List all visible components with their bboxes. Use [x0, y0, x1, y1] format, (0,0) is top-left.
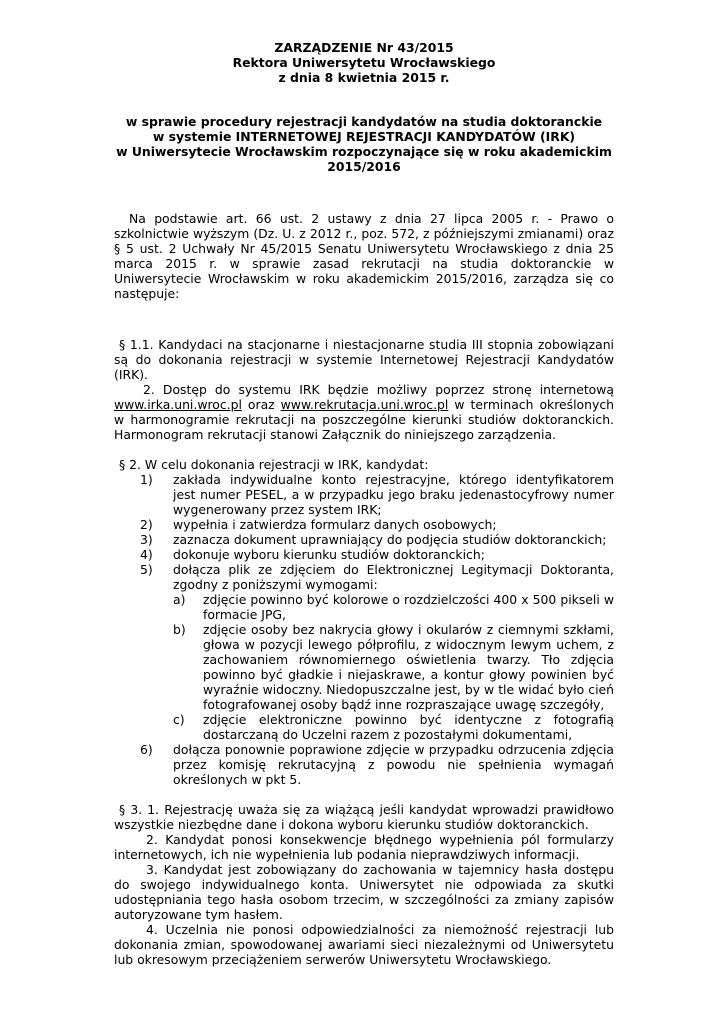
photo-requirements-list — [173, 592, 614, 742]
section-2 — [114, 457, 614, 787]
section-2-lead: § 2. W celu dokonania rejestracji w IRK, kandydat: — [119, 457, 429, 472]
title-line-4: 2015/2016 — [327, 159, 401, 174]
title-line-1: w sprawie procedury rejestracji kandydatów na studia doktoranckie — [125, 114, 603, 129]
list-item-text: dołącza ponownie poprawione zdjęcie w przypadku odrzucenia zdjęcia przez komisję rekrutacyjną z powodu nie spełnienia wymagań określonych w pkt 5. — [173, 742, 614, 787]
list-item-number: 5) — [140, 562, 153, 577]
section-3-paragraph-1: § 3. 1. Rejestrację uważa się za wiążącą jeśli kandydat wprowadzi prawidłowo wszystkie niezbędne dane i dokona wyboru kierunku studiów doktoranckich. — [114, 802, 614, 832]
sub-list-item-letter: c) — [173, 712, 185, 727]
header-date: z dnia 8 kwietnia 2015 r. — [278, 70, 450, 85]
title-line-3: w Uniwersytecie Wrocławskim rozpoczynające się w roku akademickim — [116, 144, 612, 159]
section-1-paragraph-2-text-a: 2. Dostęp do systemu IRK będzie możliwy poprzez stronę internetową — [143, 382, 614, 397]
section-3-paragraph-3: 3. Kandydat jest zobowiązany do zachowania w tajemnicy hasła dostępu do swojego indywidualnego konta. Uniwersytet nie odpowiada za skutki udostępniania tego hasła osobom trzecim, w szczególności za zmiany zapisów autoryzowane tym hasłem. — [114, 862, 614, 922]
section-1-paragraph-2-text-b: oraz — [241, 397, 281, 412]
section-1-paragraph-2-text-c: w terminach określonych w harmonogramie rekrutacji na poszczególne kierunki studiów doktoranckich. Harmonogram rekrutacji stanowi Załącznik do niniejszego zarządzenia. — [114, 397, 614, 442]
header-ordinance-number: ZARZĄDZENIE Nr 43/2015 — [274, 40, 454, 55]
list-item-number: 6) — [140, 742, 153, 757]
list-item-text: wypełnia i zatwierdza formularz danych osobowych; — [173, 517, 497, 532]
sub-list-item-letter: b) — [173, 622, 186, 637]
list-item-number: 1) — [140, 472, 153, 487]
list-item — [114, 472, 614, 517]
section-1 — [114, 337, 614, 442]
sub-list-item — [173, 622, 614, 712]
sub-list-item-letter: a) — [173, 592, 186, 607]
section-3-paragraph-2: 2. Kandydat ponosi konsekwencje błędnego wypełnienia pól formularzy internetowych, ich nie wypełnienia lub podania nieprawdziwych informacji. — [114, 832, 614, 862]
section-2-list — [114, 472, 614, 787]
list-item-number: 4) — [140, 547, 153, 562]
sub-list-item-text: zdjęcie powinno być kolorowe o rozdzielczości 400 x 500 pikseli w formacie JPG, — [203, 592, 614, 622]
list-item-number: 2) — [140, 517, 153, 532]
section-1-paragraph-2 — [114, 382, 614, 442]
document-header — [114, 40, 614, 85]
list-item-text: dokonuje wyboru kierunku studiów doktoranckich; — [173, 547, 485, 562]
document-title — [114, 114, 614, 174]
section-3-paragraph-4: 4. Uczelnia nie ponosi odpowiedzialności za niemożność rejestracji lub dokonania zmian, spowodowanej awariami sieci niezależnymi od Uniwersytetu lub okresowym przeciążeniem serwerów Uniwersytetu Wrocławskiego. — [114, 922, 614, 967]
rekrutacja-link[interactable]: www.rekrutacja.uni.wroc.pl — [280, 397, 449, 412]
list-item — [114, 742, 614, 787]
list-item-text: dołącza plik ze zdjęciem do Elektronicznej Legitymacji Doktoranta, zgodny z poniższymi wymogami: — [173, 562, 614, 592]
sub-list-item-text: zdjęcie elektroniczne powinno być identyczne z fotografią dostarczaną do Uczelni razem z pozostałymi dokumentami, — [203, 712, 614, 742]
list-item-text: zakłada indywidualne konto rejestracyjne, którego identyfikatorem jest numer PESEL, a w przypadku jego braku jedenastocyfrowy numer wygenerowany przez system IRK; — [173, 472, 614, 517]
list-item — [114, 562, 614, 742]
list-item-number: 3) — [140, 532, 153, 547]
list-item — [114, 517, 614, 532]
section-1-paragraph-1: § 1.1. Kandydaci na stacjonarne i niestacjonarne studia III stopnia zobowiązani są do dokonania rejestracji w systemie Internetowej Rejestracji Kandydatów (IRK). — [114, 337, 614, 382]
section-3 — [114, 802, 614, 967]
list-item — [114, 547, 614, 562]
title-line-2: w systemie INTERNETOWEJ REJESTRACJI KANDYDATÓW (IRK) — [152, 129, 576, 144]
intro-paragraph: Na podstawie art. 66 ust. 2 ustawy z dnia 27 lipca 2005 r. - Prawo o szkolnictwie wyższym (Dz. U. z 2012 r., poz. 572, z późniejszymi zmianami) oraz § 5 ust. 2 Uchwały Nr 45/2015 Senatu Uniwersytetu Wrocławskiego z dnia 25 marca 2015 r. w sprawie zasad rekrutacji na studia doktoranckie w Uniwersytecie Wrocławskim w roku akademickim 2015/2016, zarządza się co następuje: — [114, 211, 614, 301]
sub-list-item — [173, 592, 614, 622]
sub-list-item-text: zdjęcie osoby bez nakrycia głowy i okularów z ciemnymi szkłami, głowa w pozycji lewego półprofilu, z widocznym lewym uchem, z zachowaniem równomiernego oświetlenia twarzy. Tło zdjęcia powinno być gładkie i niejaskrawe, a kontur głowy powinien być wyraźnie widoczny. Niedopuszczalne jest, by w tle widać było cień fotografowanej osoby bądź inne rozpraszające uwagę szczegóły, — [203, 622, 614, 712]
irka-link[interactable]: www.irka.uni.wroc.pl — [114, 397, 242, 412]
sub-list-item — [173, 712, 614, 742]
header-issuer: Rektora Uniwersytetu Wrocławskiego — [232, 55, 496, 70]
list-item-text: zaznacza dokument uprawniający do podjęcia studiów doktoranckich; — [173, 532, 607, 547]
list-item — [114, 532, 614, 547]
